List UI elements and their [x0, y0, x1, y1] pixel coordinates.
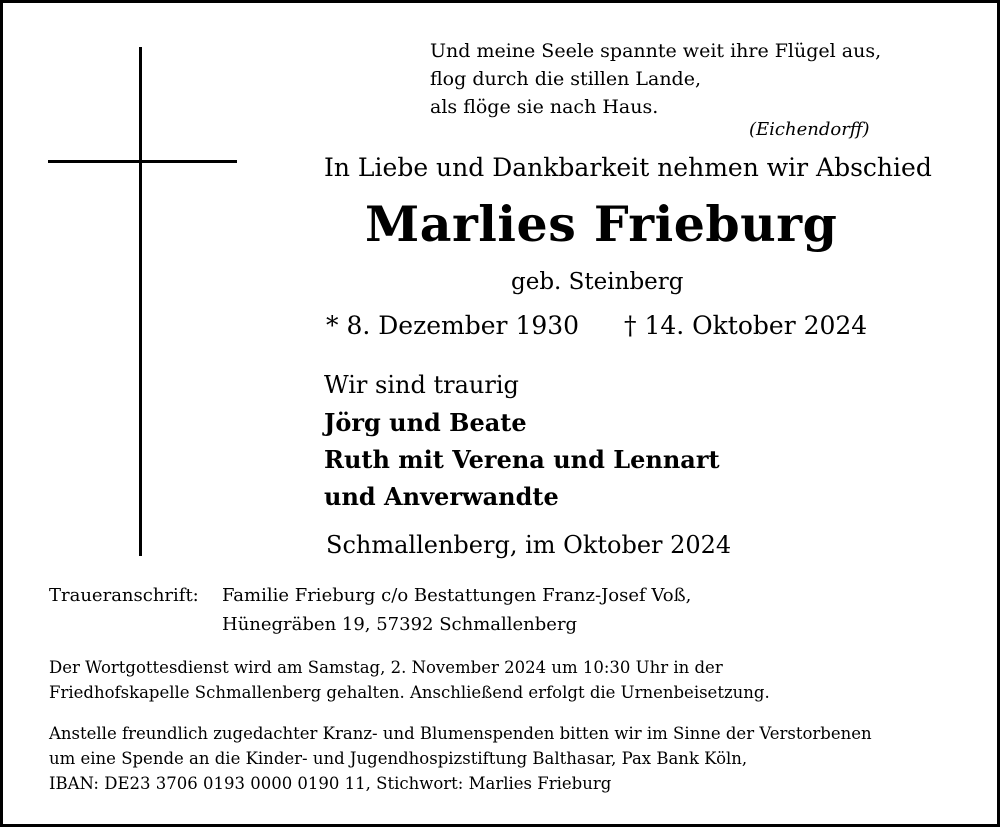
- address-label: Traueranschrift:: [49, 585, 199, 606]
- mourner-name: und Anverwandte: [324, 482, 559, 511]
- donation-line: Anstelle freundlich zugedachter Kranz- und Blumenspenden bitten wir im Sinne der Verstorbenen: [49, 724, 872, 743]
- death-date: † 14. Oktober 2024: [624, 311, 868, 340]
- deceased-name: Marlies Frieburg: [365, 195, 838, 253]
- poem-quote: [430, 37, 881, 121]
- poem-source: (Eichendorff): [749, 119, 870, 140]
- donation-line: um eine Spende an die Kinder- und Jugendhospizstiftung Balthasar, Pax Bank Köln,: [49, 749, 748, 768]
- mourners-block: [324, 367, 720, 515]
- service-line: Der Wortgottesdienst wird am Samstag, 2. November 2024 um 10:30 Uhr in der: [49, 658, 723, 677]
- donation-notice: [49, 721, 872, 796]
- mourner-name: Jörg und Beate: [324, 408, 527, 437]
- poem-line: als flöge sie nach Haus.: [430, 96, 659, 118]
- service-line: Friedhofskapelle Schmallenberg gehalten. Anschließend erfolgt die Urnenbeisetzung.: [49, 683, 770, 702]
- address-line: Hünegräben 19, 57392 Schmallenberg: [222, 614, 578, 635]
- mourner-name: Ruth mit Verena und Lennart: [324, 445, 720, 474]
- birth-date: * 8. Dezember 1930: [326, 311, 580, 340]
- poem-line: Und meine Seele spannte weit ihre Flügel aus,: [430, 40, 882, 62]
- cross-icon-horizontal-bar: [48, 160, 237, 163]
- service-notice: [49, 655, 770, 705]
- cross-icon-vertical-bar: [139, 47, 142, 556]
- mourners-lead: Wir sind traurig: [324, 371, 519, 399]
- poem-line: flog durch die stillen Lande,: [430, 68, 702, 90]
- birth-name: geb. Steinberg: [511, 269, 684, 295]
- address-line: Familie Frieburg c/o Bestattungen Franz-Josef Voß,: [222, 585, 692, 606]
- farewell-intro: In Liebe und Dankbarkeit nehmen wir Abschied: [324, 153, 932, 182]
- place-and-date: Schmallenberg, im Oktober 2024: [326, 531, 732, 559]
- donation-line: IBAN: DE23 3706 0193 0000 0190 11, Stichwort: Marlies Frieburg: [49, 774, 612, 793]
